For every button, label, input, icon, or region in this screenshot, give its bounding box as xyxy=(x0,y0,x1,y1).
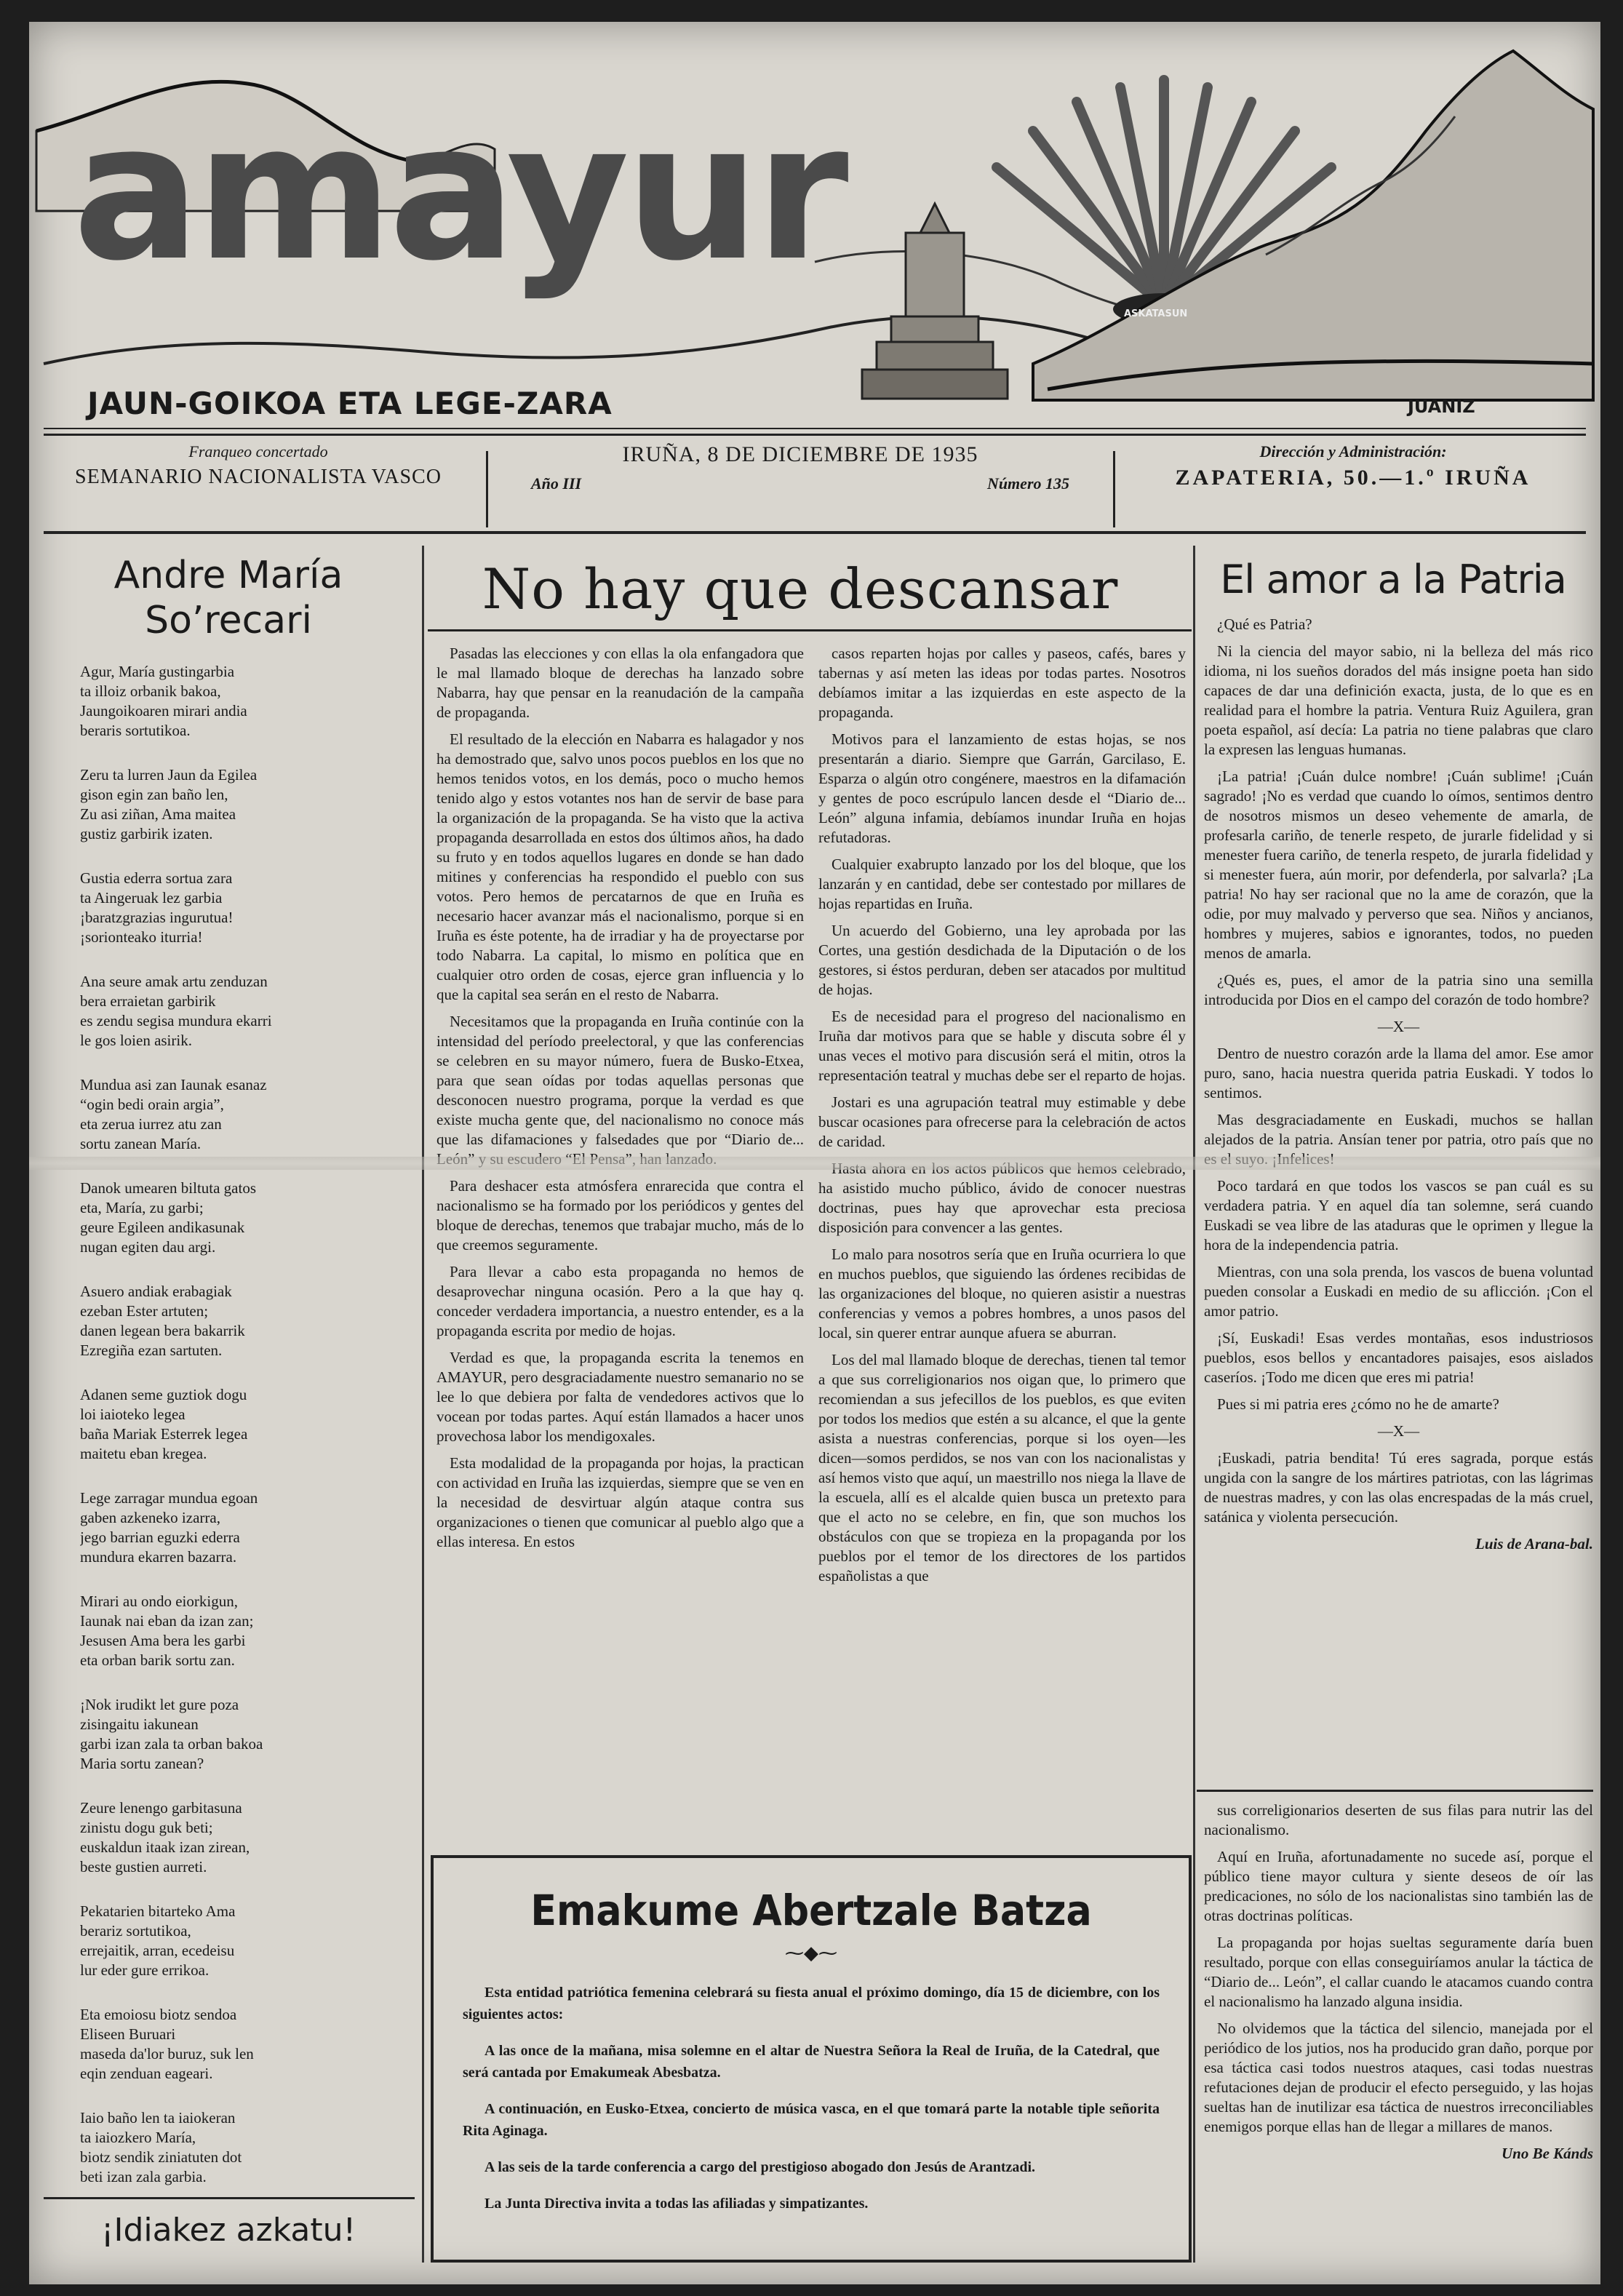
newspaper-motto: JAUN-GOIKOA ETA LEGE-ZARA xyxy=(87,386,613,421)
masthead xyxy=(29,22,1600,429)
article-paragraph: Necesitamos que la propaganda en Iruña continúe con la intensidad del período preelectoral, y que las conferencias se celebren en su mayor número, fuera de Busko-Etxea, para que sean oídas por todas aquellas personas que desconocen nuestro programa, porque la verdad es que existe mucha gente que, del nacionalismo no conoce más que las difamaciones y falsedades que por “Diario de... xyxy=(436,1013,804,1148)
article-paragraph: ¿Qué es Patria? xyxy=(1217,615,1312,633)
poem-stanza: Iaio baño len ta iaiokeran ta iaiozkero María, biotz sendik ziniatuten dot beti izan zala garbia. xyxy=(80,2109,242,2185)
article-paragraph: Un acuerdo del Gobierno, una ley aprobada por las Cortes, una gestión desdichada de la Diputación o de los gestores, si éstos perduran, deben ser atacados por multitud de hojas. xyxy=(818,922,1186,998)
publication-type: SEMANARIO NACIONALISTA VASCO xyxy=(75,466,442,488)
center-column-1 xyxy=(436,644,804,1841)
article-paragraph: Cualquier exabrupto lanzado por los del bloque, que los lanzarán y en cantidad, debe ser contestado por millares de hojas repartidas en Iruña. xyxy=(818,856,1186,912)
poem-stanza: Lege zarragar mundua egoan gaben azkeneko izarra, jego barrian eguzki ederra mundura ekarren bazarra. xyxy=(80,1489,258,1566)
article-paragraph: Aquí en Iruña, afortunadamente no sucede así, porque el público tiene mayor cultura y siente deseos de oír las predicaciones, no sólo de los nacionalistas sino también las de otras doctrinas políticas. xyxy=(1204,1848,1593,1924)
continuation-author: Uno Be Kánds xyxy=(1501,2145,1593,2162)
article-paragraph: ¡Sí, Euskadi! Esas verdes montañas, esos industriosos pueblos, esos bellos y encantadores paisajes, esos aislados caseríos. ¡Todo me dicen que eres mi patria! xyxy=(1204,1329,1593,1386)
poem-stanza: Eta emoiosu biotz sendoa Eliseen Buruari maseda da'lor buruz, suk len eqin zenduan eageari. xyxy=(80,2006,254,2082)
poem-stanza: Agur, María gustingarbia ta illoiz orbanik bakoa, Jaungoikoaren mirari andia beraris sortutikoa. xyxy=(80,663,247,739)
poem-stanzas xyxy=(80,662,415,2187)
announcement-paragraph: A las once de la mañana, misa solemne en el altar de Nuestra Señora la Real de Iruña, de la Catedral, que será cantada por Emakumeak Abesbatza. xyxy=(463,2043,1160,2081)
article-paragraph: ¡La patria! ¡Cuán dulce nombre! ¡Cuán sublime! ¡Cuán sagrado! ¡No es verdad que cuando lo oímos, sentimos dentro de nosotros mismos un deseo vehemente de amarla, de profesarla cariño, de tenerle respeto, de jurarle fidelidad y si menester fuera cariño, de tenerla respeto, de jurarla fidelidad y si menester fuera, aún morir, por defenderla, por salvarla? ¡La patria! No hay ser racional que no la ame de corazón, que la odie, por muy malvado y perverso que sea. Niños y ancianos, hombres y mujeres, sabios e ignorantes, todos, no pueden menos de amarla. xyxy=(1204,768,1593,962)
callout-rule xyxy=(44,2197,415,2199)
poem-stanza: Mundua asi zan Iaunak esanaz “ogin bedi orain argia”, eta zerua iurrez atu zan sortu zanean María. xyxy=(80,1076,267,1152)
article-paragraph: Verdad es que, la propaganda escrita la tenemos en AMAYUR, pero desgraciadamente nuestro semanario no se lee lo que debiera por falta de vendedores activos que lo vocean por todas partes. Aquí están llamados a hacer unos provechosa labor los mendigoxales. xyxy=(436,1349,804,1445)
article-paragraph: El resultado de la elección en Nabarra es halagador y nos ha demostrado que, salvo unos pocos pueblos en los que no hemos tenidos votos, en los demás, poco o mucho hemos tenido algo y estos votantes nos han de servir de base para la organización de la propaganda. Se ha visto que la activa propaganda desarrollada en estos dos últimos años, ha dado su fruto y en todos aquellos lugares en donde se han dado mitines y conferencias ha respondido el pueblo con sus votos. Pero hemos de percatarnos de que en Iruña es necesario hacer avanzar más el nacionalismo, porque si en Iruña es éste potente, ha de irradiar y ha de proyectarse por todo Nabarra. La capital, lo mismo en política que en cualquier otro orden de cosas, ejerce gran influencia y lo que la capital sea serán en el resto de Nabarra. xyxy=(436,730,804,1003)
poem-stanza: Ana seure amak artu zenduzan bera erraietan garbirik es zendu segisa mundura ekarri le gos loien asirik. xyxy=(80,973,272,1049)
info-separator-right xyxy=(1113,451,1115,527)
article-paragraph: ¡Euskadi, patria bendita! Tú eres sagrada, porque estás ungida con la sangre de los mártires patriotas, con las lágrimas de nuestras madres, y con las olas encrespadas de la más cruel, satánica y violenta persecución. xyxy=(1204,1449,1593,1526)
artist-signature: JUANIZ xyxy=(1408,396,1475,417)
continuation-column xyxy=(1204,1801,1593,2266)
poem-column xyxy=(80,662,415,2190)
info-separator-left xyxy=(486,451,488,527)
poem-stanza: Gustia ederra sortua zara ta Aingeruak lez garbia ¡baratzgrazias ingurutua! ¡sorionteako iturria! xyxy=(80,869,234,946)
info-middle xyxy=(502,442,1098,537)
article-paragraph: Jostari es una agrupación teatral muy estimable y debe buscar ocasiones para ofrecerse para la celebración de actos de caridad. xyxy=(818,1093,1186,1150)
callout-text: ¡Idiakez azkatu! xyxy=(100,2212,356,2249)
article-paragraph: La propaganda por hojas sueltas seguramente daría buen resultado, porque con ellas conseguiríamos anular la táctica de “Diario de... León”, el callar cuando le atacamos cuando contra el nacionalismo ha lanzado alguna insidia. xyxy=(1204,1934,1593,2010)
article-paragraph: Dentro de nuestro corazón arde la llama del amor. Ese amor puro, sano, hacia nuestra querida patria Euskadi. Y todos lo sentimos. xyxy=(1204,1045,1593,1101)
announcement-title: Emakume Abertzale Batza xyxy=(530,1886,1092,1935)
announcement-box xyxy=(431,1855,1192,2263)
article-paragraph: Esta modalidad de la propaganda por hojas, la practican con actividad en Iruña las izquierdas, siempre que se ven en la necesidad de desvirtuar algún ataque contra sus organizaciones o tienen que comunicar al pueblo algo que a ellas interesa. En estos xyxy=(436,1454,804,1550)
center-headline-rule xyxy=(428,629,1192,631)
continuation-body xyxy=(1204,1801,1593,2137)
article-paragraph: Pues si mi patria eres ¿cómo no he de amarte? xyxy=(1217,1395,1499,1413)
announcement-body xyxy=(463,1982,1160,2215)
poem-stanza: Adanen seme guztiok dogu loi iaioteko legea baña Mariak Esterrek legea maitetu eban kregea. xyxy=(80,1386,248,1462)
right-article-author: Luis de Arana-bal. xyxy=(1475,1535,1593,1552)
article-paragraph: Pasadas las elecciones y con ellas la ola enfangadora que le mal llamado bloque de derechas ha lanzado sobre Nabarra, hay que pensar en la reanudación de la campaña de propaganda. xyxy=(436,645,804,721)
poem-stanza: Danok umearen biltuta gatos eta, María, zu garbi; geure Egileen andikasunak nugan egiten dau argi. xyxy=(80,1179,257,1256)
right-article-headline: El amor a la Patria xyxy=(1220,557,1566,602)
sun-label: ASKATASUN xyxy=(1124,308,1188,319)
ornament-icon: ⁓◆⁓ xyxy=(785,1942,837,1964)
article-paragraph: Ni la ciencia del mayor sabio, ni la belleza del más rico idioma, ni los sueños dorados del más insigne poeta han sido capaces de dar una definición exacta, justa, de lo que es en realidad para el hombre la patria. Ventura Ruiz Aguilera, gran poeta español, así decía: La patria no tiene palabras que claro la expresen las lenguas humanas. xyxy=(1204,642,1593,758)
top-rule xyxy=(44,434,1586,436)
article-paragraph: casos reparten hojas por calles y paseos, cafés, bares y tabernas y así meten las ideas por todas partes. Nosotros debíamos imitar a las izquierdas en este aspecto de la propaganda. xyxy=(818,645,1186,721)
left-article-headline: Andre María Soʼrecari xyxy=(113,554,343,642)
article-paragraph: Para llevar a cabo esta propaganda no hemos de desaprovechar ninguna ocasión. Pero a la que hay q. conceder verdadera importancia, a nuestro entender, es a la propaganda escrita por medio de hojas. xyxy=(436,1263,804,1339)
page-fold xyxy=(29,1157,1600,1170)
announcement-paragraph: A continuación, en Eusko-Etxea, concierto de música vasca, en el que tomará parte la notable tiple señorita Rita Aginaga. xyxy=(463,2101,1160,2139)
article-paragraph: Mas desgraciadamente en Euskadi, muchos se hallan alejados de la patria. Ansían tener por patria, otro país que no xyxy=(1204,1111,1593,1148)
right-column xyxy=(1204,615,1593,1764)
article-paragraph: Lo malo para nosotros sería que en Iruña ocurriera lo que en muchos pueblos, que siguiendo las órdenes recibidas de las organizaciones del bloque, no quieren asistir a nuestras conferencias y vemos a pobres hombres, a unos pasos del local, sin querer entrar aunque afuera se aburran. xyxy=(818,1245,1186,1342)
announcement-paragraph: Esta entidad patriótica femenina celebrará su fiesta anual el próximo domingo, día 15 de diciembre, con los siguientes actos: xyxy=(463,1985,1160,2022)
poem-stanza: Zeure lenengo garbitasuna zinistu dogu guk beti; euskaldun itaak izan zirean, beste gustien aurreti. xyxy=(80,1799,250,1876)
article-paragraph: —X— xyxy=(1377,1422,1420,1440)
article-paragraph: sus correligionarios deserten de sus filas para nutrir las del nacionalismo. xyxy=(1204,1801,1593,1838)
article-paragraph: No olvidemos que la táctica del silencio, manejada por el periódico de los jutios, nos ha producido gran daño, porque por esa táctica casi todos nuestros ataques, casi todas nuestras refutaciones dejan de producir el efecto perseguido, y las hojas sueltas han de inutilizar esa táctica de nuestros irreconciliables enemigos porque ellas han de llegar a millares de manos. xyxy=(1204,2020,1593,2135)
announcement-paragraph: La Junta Directiva invita a todas las afiliadas y simpatizantes. xyxy=(484,2196,869,2212)
newspaper-title: amayur xyxy=(73,83,845,303)
article-paragraph: Para deshacer esta atmósfera enrarecida que contra el nacionalismo se ha formado por los periódicos y gentes del bloque de derechas, tenemos que trabajar mucho, más de lo que creemos seguramente. xyxy=(436,1177,804,1253)
info-bottom-rule xyxy=(44,531,1586,534)
article-paragraph: ha asistido mucho público, ávido de conocer nuestras doctrinas, pues hay que aprovechar esta preciosa disposición para convencer a las gentes. xyxy=(818,1179,1186,1236)
center-article-headline: No hay que descansar xyxy=(482,557,1119,621)
right-article-body xyxy=(1204,615,1593,1527)
continuation-rule xyxy=(1197,1790,1593,1792)
article-paragraph: Motivos para el lanzamiento de estas hojas, se nos presentarán a diario. Siempre que Garrán, Garcilaso, E. Esparza o algún otro congénere, maestros en la difamación y gentes de poco escrúpulo lancen desde el “Diario de... León” alguna infamia, debíamos inundar Iruña en hojas refutadoras. xyxy=(818,730,1186,846)
poem-stanza: Asuero andiak erabagiak ezeban Ester artuten; danen legean bera bakarrik Ezregiña ezan sartuten. xyxy=(80,1283,245,1359)
article-paragraph: Los del mal llamado bloque de derechas, tienen tal temor a que sus correligionarios nos oigan que, lo primero que recomiendan a sus jefecillos de los pueblos, es que eviten por todos los medios que estén a su alcance, el que la gente asista a nuestras conferencias, porque si los oyen—les dicen—somos perdidos, se nos van con los nacionalistas y así hemos visto que aquí, un maestrillo nos niega la llave de la escuela, allí es el alcalde quien busca un pretexto para que el acto no se celebre, en fin, que son muchos los obstáculos con que se tropieza en la propaganda por los pueblos por el temor de los directores de los partidos españolistas a que xyxy=(818,1351,1186,1585)
article-paragraph: —X— xyxy=(1377,1018,1420,1035)
issue-number: Número 135 xyxy=(986,474,1069,493)
admin-address: ZAPATERIA, 50.—1.º IRUÑA xyxy=(1175,466,1531,490)
newspaper-page xyxy=(29,22,1600,2284)
article-paragraph: Mientras, con una sola prenda, los vascos de buena voluntad pueden consolar a Euskadi en medio de su aflicción. ¡Con el amor patrio. xyxy=(1204,1263,1593,1320)
info-left xyxy=(36,442,480,537)
column-separator-1 xyxy=(422,546,424,2263)
monument-illustration xyxy=(862,204,1008,399)
poem-stanza: Pekatarien bitarteko Ama berariz sortutikoa, errejaitik, arran, ecedeisu lur eder gure errikoa. xyxy=(80,1902,236,1979)
franqueo-label: Franqueo concertado xyxy=(188,442,328,461)
poem-stanza: Mirari au ondo eiorkigun, Iaunak nai eban da izan zan; Jesusen Ama bera les garbi eta orban barik sortu zan. xyxy=(80,1593,254,1669)
issue-date: IRUÑA, 8 DE DICIEMBRE DE 1935 xyxy=(622,442,978,466)
info-right xyxy=(1120,442,1586,537)
issue-year: Año III xyxy=(531,474,582,493)
announcement-paragraph: A las seis de la tarde conferencia a cargo del prestigioso abogado don Jesús de Arantzadi. xyxy=(484,2159,1036,2175)
article-paragraph: Poco tardará en que todos los vascos se pan cuál es su verdadera patria. Y en aquel día tan solemne, será cuando Euskadi se vea libre de las ataduras que le oprimen y llegue la hora de la independencia patria. xyxy=(1204,1177,1593,1253)
column-separator-2 xyxy=(1193,546,1195,2263)
admin-label: Dirección y Administración: xyxy=(1259,442,1447,461)
poem-stanza: Zeru ta lurren Jaun da Egilea gison egin zan baño len, Zu asi ziñan, Ama maitea gustiz garbirik izaten. xyxy=(80,766,258,842)
center-column-2 xyxy=(818,644,1186,1841)
article-paragraph: Es de necesidad para el progreso del nacionalismo en Iruña dar motivos para que se hable y discuta sobre él y unas veces el motivo para discusión será el mitin, otros la representación teatral y muchas debe ser el reparto de hojas. xyxy=(818,1008,1186,1084)
article-paragraph: ¿Qués es, pues, el amor de la patria sino una semilla introducida por Dios en el campo del corazón de todo hombre? xyxy=(1204,971,1593,1008)
poem-stanza: ¡Nok irudikt let gure poza zisingaitu iakunean garbi izan zala ta orban bakoa Maria sortu zanean? xyxy=(80,1696,263,1772)
